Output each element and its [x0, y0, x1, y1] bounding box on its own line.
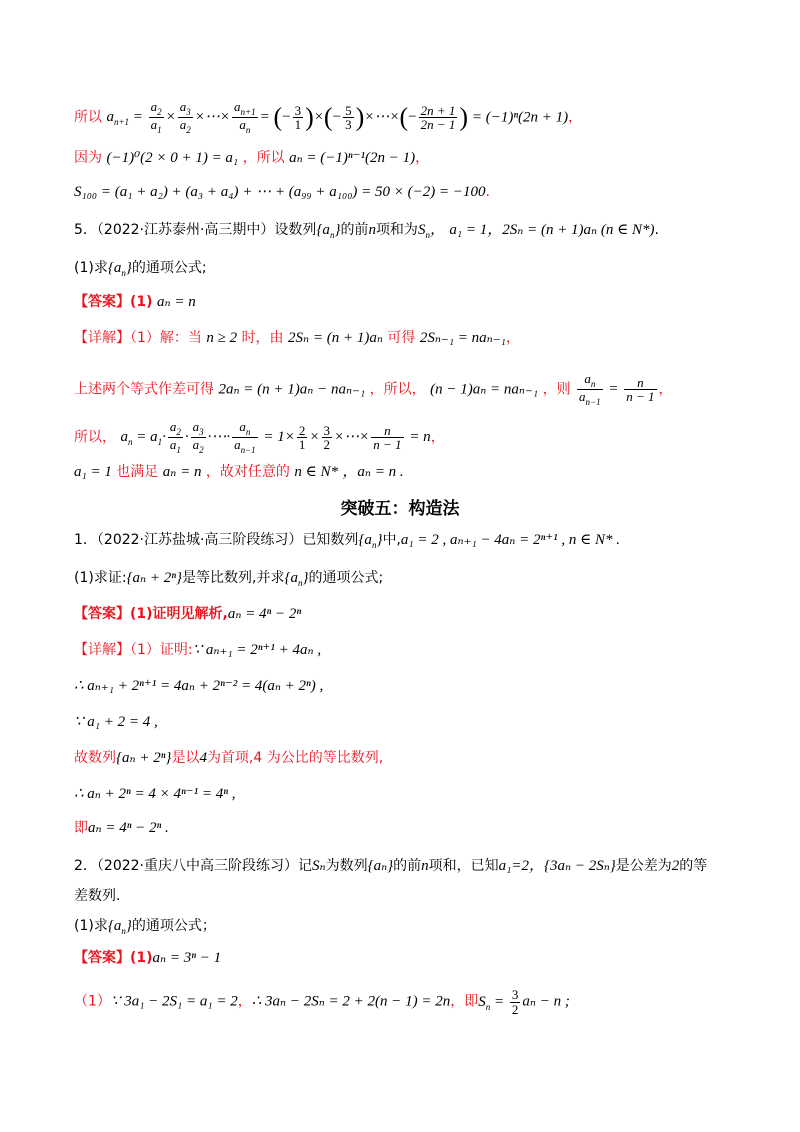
section-heading: 突破五：构造法 — [340, 499, 460, 519]
eq2: (−1)⁰(2 × 0 + 1) = a₁ — [106, 150, 239, 166]
s1-detail-4 — [74, 748, 383, 768]
s2-n: n — [421, 858, 429, 874]
s2-answer-eq: aₙ = 3ⁿ − 1 — [152, 950, 222, 966]
s2-mid1: 为数列 — [325, 858, 368, 874]
s1-answer-eq: aₙ = 4ⁿ − 2ⁿ — [227, 606, 302, 622]
q5-line4-d: ，aₙ = n . — [342, 464, 404, 480]
s1-d1: ∵ aₙ₊₁ = 2ⁿ⁺¹ + 4aₙ , — [192, 642, 322, 658]
s2-mid4: 是公差为 — [615, 858, 672, 874]
q5-detail-mid2: 可得 — [387, 330, 416, 346]
s1-d2: ∴ aₙ₊₁ + 2ⁿ⁺¹ = 4aₙ + 2ⁿ⁻² = 4(aₙ + 2ⁿ) , — [74, 678, 324, 694]
q5-line4-c: n ∈ N* — [294, 464, 338, 480]
s1-part1-label: (1)求证: — [74, 570, 127, 586]
s2-answer — [74, 948, 221, 968]
s2-label: 2．（2022·重庆八中高三阶段练习）记 — [74, 858, 312, 874]
s1-detail-3 — [74, 712, 158, 732]
q5-part1: (1)求$\{a_n\}$的通项公式; — [74, 260, 207, 278]
q5-line2-intro: 上述两个等式作差可得 — [74, 381, 214, 398]
q5-line2-mid2: ，则 — [542, 381, 571, 398]
s1-answer — [74, 604, 301, 624]
s1-part1: (1)求证:{aₙ + 2ⁿ}是等比数列,并求$\{a_n\}$的通项公式; — [74, 570, 384, 588]
q5-detail-2: 上述两个等式作差可得 2aₙ = (n + 1)aₙ − naₙ₋₁ ，所以， (n − 1)aₙ = naₙ₋₁ ，则 $\frac{a_n}{a_{n-1}}$ = $\frac{n}{n - 1}$ ， — [74, 371, 673, 408]
s1-d6: aₙ = 4ⁿ − 2ⁿ . — [88, 820, 169, 836]
q5-detail-4 — [74, 462, 404, 482]
q5-rel: (n − 1)aₙ = naₙ₋₁ — [430, 381, 539, 398]
q5-part1-end: 的通项公式; — [131, 260, 207, 276]
s1-condition: a₁ = 2 , aₙ₊₁ − 4aₙ = 2ⁿ⁺¹ , n ∈ N* . — [400, 532, 621, 548]
s1-d5: ∴ aₙ + 2ⁿ = 4 × 4ⁿ⁻¹ = 4ⁿ , — [74, 786, 236, 802]
s1-answer-tag: 【答案】(1)证明见解析, — [74, 606, 228, 622]
q5-line2-mid1: ，所以， — [369, 381, 426, 398]
q5-n2: n ≥ 2 — [206, 330, 238, 346]
s1-detail-6 — [74, 818, 169, 838]
s1-part1-end: 的通项公式; — [308, 570, 384, 586]
s2-part1-label: (1)求 — [74, 918, 108, 934]
q5-answer-tag: 【答案】(1) — [74, 294, 153, 310]
s1-ratio-intro: 故数列 — [74, 750, 116, 766]
text-suoyi-2: ，所以 — [242, 150, 285, 166]
question-5: 5．（2022·江苏泰州·高三期中）设数列$\{a_n\}$的前n项和为$S_n$， a₁ = 1，2Sₙ = (n + 1)aₙ (n ∈ N*). — [74, 222, 659, 240]
q5-label: 5．（2022·江苏泰州·高三期中）设数列 — [74, 222, 317, 238]
s2-part1-end: 的通项公式； — [131, 918, 216, 934]
s1-ratio-mid2: 为首项,4 为公比的等比数列, — [206, 750, 384, 766]
s2-e1: ∵ 3a₁ − 2S₁ = a₁ = 2 — [110, 993, 238, 1010]
s1-detail-5 — [74, 784, 235, 804]
s2-an: {aₙ} — [367, 858, 394, 874]
q5-line4-a: a₁ = 1 — [74, 464, 112, 480]
s1-question: 1．（2022·江苏盐城·高三阶段练习）已知数列$\{a_n\}$中,a₁ = 2 , aₙ₊₁ − 4aₙ = 2ⁿ⁺¹ , n ∈ N* . — [74, 532, 621, 550]
q5-detail-tag: 【详解】（1）解：当 — [74, 330, 202, 346]
q5-mid2: 项和为 — [375, 222, 418, 238]
s2-question — [74, 856, 707, 876]
s1-ratio-mid: 是以 — [171, 750, 200, 766]
q5-line4-mid2: ，故对任意的 — [205, 464, 290, 480]
eq3: S₁₀₀ = (a₁ + a₂) + (a₃ + a₄) + ⋯ + (a₉₉ + a₁₀₀) = 50 × (−2) = −100 — [74, 184, 486, 200]
s2-detail-tag: （1） — [74, 993, 111, 1010]
q5-line4-mid1: 也满足 — [116, 464, 159, 480]
s2-detail-mid2: ，即 — [450, 993, 479, 1010]
q5-answer — [74, 292, 196, 312]
q5-product: $a_n = a_1\cdot$ $\frac{a_2}{a_1}$ · $\frac{a_3}{a_2}$ ·⋯· $\frac{a_n}{a_{n-1}}$ = 1× $\frac{2}{1}$ × $\frac{3}{2}$ ×⋯× $\frac{n}{n - 1}$ = n — [120, 419, 431, 456]
q5-line3-intro: 所以， — [74, 429, 116, 446]
eq2b: aₙ = (−1)ⁿ⁻¹(2n − 1) — [289, 150, 416, 166]
s1-ratio-first: 4 — [199, 750, 207, 766]
derivation-line-2: 因为 (−1)⁰(2 × 0 + 1) = a₁ ，所以 aₙ = (−1)ⁿ⁻¹(2n − 1)， — [74, 150, 430, 166]
s2-line2-text: 差数列. — [74, 888, 121, 904]
s2-a1: a₁=2， — [498, 858, 545, 874]
text-yinwei: 因为 — [74, 150, 102, 166]
s2-mid3: 项和，已知 — [428, 858, 499, 874]
s1-detail-1 — [74, 640, 321, 660]
q5-detail-mid1: 时，由 — [241, 330, 284, 346]
s1-part1-mid: 是等比数列,并求 — [182, 570, 285, 586]
q5-detail-1: 【详解】（1）解：当 n ≥ 2 时，由 2Sₙ = (n + 1)aₙ 可得 2Sₙ₋₁ = naₙ₋₁， — [74, 330, 520, 346]
s1-d3: ∵ a₁ + 2 = 4 , — [74, 714, 158, 730]
s1-detail-2 — [74, 676, 323, 696]
text-suoyi: 所以 — [74, 109, 102, 126]
q5-eqB: 2Sₙ₋₁ = naₙ₋₁ — [419, 330, 506, 346]
q5-answer-eq: aₙ = n — [157, 294, 196, 310]
derivation-line-3: S₁₀₀ = (a₁ + a₂) + (a₃ + a₄) + ⋯ + (a₉₉ + a₁₀₀) = 50 × (−2) = −100. — [74, 184, 490, 200]
s2-part1: (1)求$\{a_n\}$的通项公式； — [74, 918, 216, 936]
s2-d: 2 — [671, 858, 680, 874]
s1-seq: {aₙ + 2ⁿ} — [126, 570, 182, 586]
s2-mid5: 的等 — [679, 858, 708, 874]
q5-mid1: 的前 — [340, 222, 369, 238]
q5-line4-b: aₙ = n — [162, 464, 202, 480]
eq1-lhs: $a_{n+1}$ = $\frac{a_2}{a_1}$ × $\frac{a_3}{a_2}$ ×⋯× $\frac{a_{n+1}}{a_n}$ = (− $\frac{3}{1}$ )×(− $\frac{5}{3}$ )×⋯×(− $\frac{2n + 1}{2n - 1}$ ) — [106, 99, 469, 136]
s2-detail-mid1: ， — [237, 993, 252, 1010]
s2-answer-tag: 【答案】(1) — [74, 950, 153, 966]
s2-seq: {3aₙ − 2Sₙ} — [544, 858, 616, 874]
q5-eqA: 2Sₙ = (n + 1)aₙ — [288, 330, 383, 346]
q5-diff: 2aₙ = (n + 1)aₙ − naₙ₋₁ — [218, 381, 366, 398]
s1-ratio-seq: {aₙ + 2ⁿ} — [116, 750, 172, 766]
s1-detail-tag: 【详解】（1）证明: — [74, 642, 193, 658]
derivation-line-1: 所以 $a_{n+1}$ = $\frac{a_2}{a_1}$ × $\frac{a_3}{a_2}$ ×⋯× $\frac{a_{n+1}}{a_n}$ = (− $\frac{3}{1}$ )×(− $\frac{5}{3}$ )×⋯×(− $\frac{2n + 1}{2n - 1}$ ) = (−1)ⁿ(2n + 1)， — [74, 99, 583, 136]
s2-e3-tail: aₙ − n ; — [522, 993, 570, 1010]
s2-Sn: Sₙ — [312, 858, 326, 874]
q5-part1-label: (1)求 — [74, 260, 108, 276]
q5-detail-3: 所以， $a_n = a_1\cdot$ $\frac{a_2}{a_1}$ · $\frac{a_3}{a_2}$ ·⋯· $\frac{a_n}{a_{n-1}}$ = 1× $\frac{2}{1}$ × $\frac{3}{2}$ ×⋯× $\frac{n}{n - 1}$ = n， — [74, 419, 445, 456]
s1-mid: 中, — [382, 532, 401, 548]
q5-condition: a₁ = 1，2Sₙ = (n + 1)aₙ (n ∈ N*) — [449, 222, 655, 238]
s2-e2: ∴ 3aₙ − 2Sₙ = 2 + 2(n − 1) = 2n — [251, 993, 451, 1010]
s1-end-intro: 即 — [74, 820, 88, 836]
s2-line2 — [74, 886, 120, 906]
eq1-final: = (−1)ⁿ(2n + 1) — [471, 109, 569, 126]
s2-mid2: 的前 — [393, 858, 422, 874]
s2-detail-1: （1）∵ 3a₁ − 2S₁ = a₁ = 2，∴ 3aₙ − 2Sₙ = 2 + 2(n − 1) = 2n，即$S_n$ = $\frac{3}{2}$ aₙ − n ; — [74, 987, 570, 1017]
s1-label: 1．（2022·江苏盐城·高三阶段练习）已知数列 — [74, 532, 359, 548]
